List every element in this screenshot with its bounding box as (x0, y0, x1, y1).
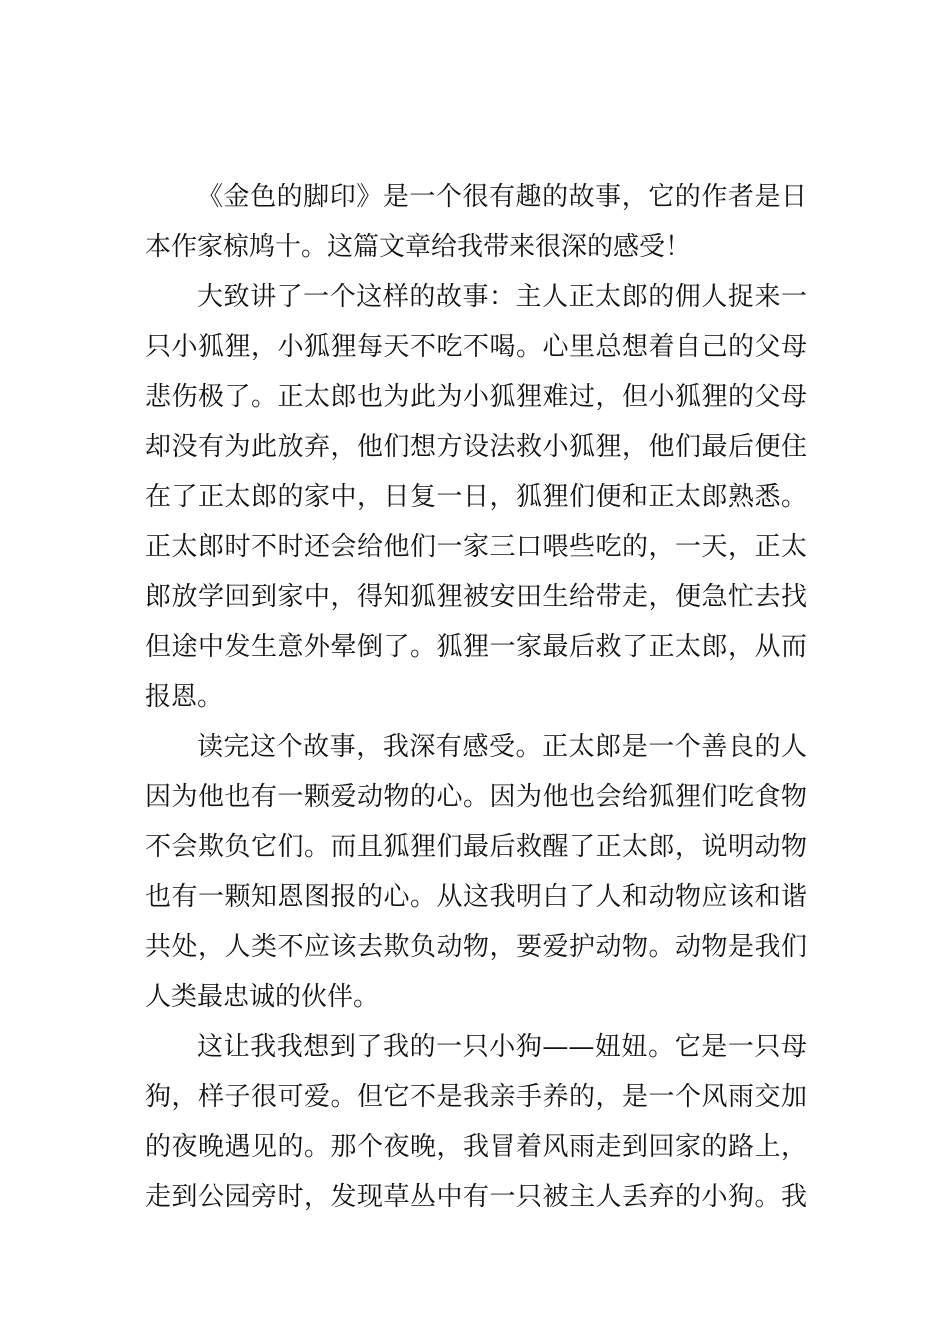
paragraph-1-line-1: 《金色的脚印》是一个很有趣的故事，它的作者是日 (197, 182, 807, 212)
paragraph-2-line-7: 郎放学回到家中，得知狐狸被安田生给带走，便急忙去找 (145, 582, 807, 612)
paragraph-1-line-2: 本作家椋鸠十。这篇文章给我带来很深的感受！ (145, 232, 692, 262)
paragraph-2-line-8: 但途中发生意外晕倒了。狐狸一家最后救了正太郎，从而 (145, 632, 807, 662)
paragraph-2-line-9: 报恩。 (145, 682, 224, 712)
paragraph-2-line-5: 在了正太郎的家中，日复一日，狐狸们便和正太郎熟悉。 (145, 482, 807, 512)
paragraph-2-line-6: 正太郎时不时还会给他们一家三口喂些吃的，一天，正太 (145, 532, 807, 562)
paragraph-4-line-2: 狗，样子很可爱。但它不是我亲手养的，是一个风雨交加 (145, 1082, 807, 1112)
paragraph-3-line-3: 不会欺负它们。而且狐狸们最后救醒了正太郎，说明动物 (145, 832, 807, 862)
paragraph-2-line-3: 悲伤极了。正太郎也为此为小狐狸难过，但小狐狸的父母 (145, 382, 807, 412)
paragraph-3-line-1: 读完这个故事，我深有感受。正太郎是一个善良的人 (197, 732, 807, 762)
paragraph-3-line-4: 也有一颗知恩图报的心。从这我明白了人和动物应该和谐 (145, 882, 807, 912)
paragraph-4-line-1: 这让我我想到了我的一只小狗——妞妞。它是一只母 (197, 1032, 807, 1062)
paragraph-2-line-2: 只小狐狸，小狐狸每天不吃不喝。心里总想着自己的父母 (145, 332, 807, 362)
document-body (145, 172, 807, 1222)
paragraph-4-line-4: 走到公园旁时，发现草丛中有一只被主人丢弃的小狗。我 (145, 1182, 807, 1212)
paragraph-2-line-1: 大致讲了一个这样的故事：主人正太郎的佣人捉来一 (197, 282, 807, 312)
paragraph-3-line-5: 共处，人类不应该去欺负动物，要爱护动物。动物是我们 (145, 932, 807, 962)
paragraph-3-line-6: 人类最忠诚的伙伴。 (145, 982, 380, 1012)
paragraph-3-line-2: 因为他也有一颗爱动物的心。因为他也会给狐狸们吃食物 (145, 782, 807, 812)
paragraph-4-line-3: 的夜晚遇见的。那个夜晚，我冒着风雨走到回家的路上， (145, 1132, 807, 1162)
paragraph-2-line-4: 却没有为此放弃，他们想方设法救小狐狸，他们最后便住 (145, 432, 807, 462)
